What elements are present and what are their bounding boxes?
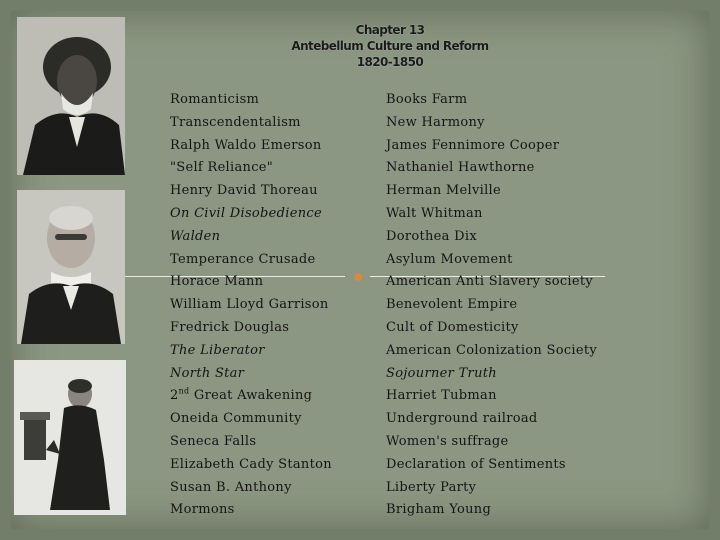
title-line-1: Chapter 13 (355, 23, 425, 37)
list-item: The Liberator (170, 342, 265, 358)
list-item: Ralph Waldo Emerson (170, 137, 322, 153)
list-item: Nathaniel Hawthorne (386, 160, 535, 176)
list-item: Oneida Community (170, 411, 302, 427)
portrait-photo-2 (17, 190, 125, 344)
list-item: On Civil Disobedience (170, 205, 322, 221)
list-item: Seneca Falls (170, 433, 257, 449)
list-item: Elizabeth Cady Stanton (170, 456, 332, 472)
title-line-2: Antebellum Culture and Reform (291, 39, 489, 53)
divider-dot (354, 273, 362, 281)
list-item: Dorothea Dix (386, 228, 477, 244)
list-item: Mormons (170, 502, 235, 518)
list-item: New Harmony (386, 114, 485, 130)
list-item: Asylum Movement (386, 251, 513, 267)
portrait-photo-3 (14, 360, 126, 515)
list-item: Underground railroad (386, 411, 538, 427)
portrait-photo-1 (17, 17, 125, 175)
list-item: Sojourner Truth (386, 365, 497, 381)
list-item: Women's suffrage (386, 433, 509, 449)
slide-title (250, 22, 530, 70)
list-item: North Star (170, 365, 245, 381)
list-item: William Lloyd Garrison (170, 297, 329, 313)
list-item: Walden (170, 228, 221, 244)
list-item: Temperance Crusade (170, 251, 316, 267)
list-item: Horace Mann (170, 274, 264, 290)
list-item: Books Farm (386, 92, 468, 107)
list-item: American Colonization Society (386, 342, 598, 358)
list-item: Liberty Party (386, 479, 477, 495)
list-item: Cult of Domesticity (386, 319, 519, 335)
list-item: Henry David Thoreau (170, 183, 318, 199)
term-list-right (386, 89, 597, 522)
title-line-3: 1820-1850 (356, 55, 424, 69)
list-item: Declaration of Sentiments (386, 456, 566, 472)
list-item: Susan B. Anthony (170, 479, 292, 495)
list-item: American Anti Slavery society (386, 274, 594, 290)
term-list-left (170, 89, 332, 522)
list-item: Romanticism (170, 92, 260, 107)
list-item: Harriet Tubman (386, 388, 497, 404)
list-item: Fredrick Douglas (170, 319, 290, 335)
list-item: Benevolent Empire (386, 297, 518, 313)
list-item: Herman Melville (386, 183, 501, 199)
list-item: 2nd Great Awakening (170, 387, 313, 404)
list-item: Brigham Young (386, 502, 492, 518)
list-item: James Fennimore Cooper (386, 137, 560, 153)
list-item: Walt Whitman (386, 205, 483, 221)
list-item: Transcendentalism (170, 114, 301, 130)
list-item: "Self Reliance" (170, 160, 274, 176)
